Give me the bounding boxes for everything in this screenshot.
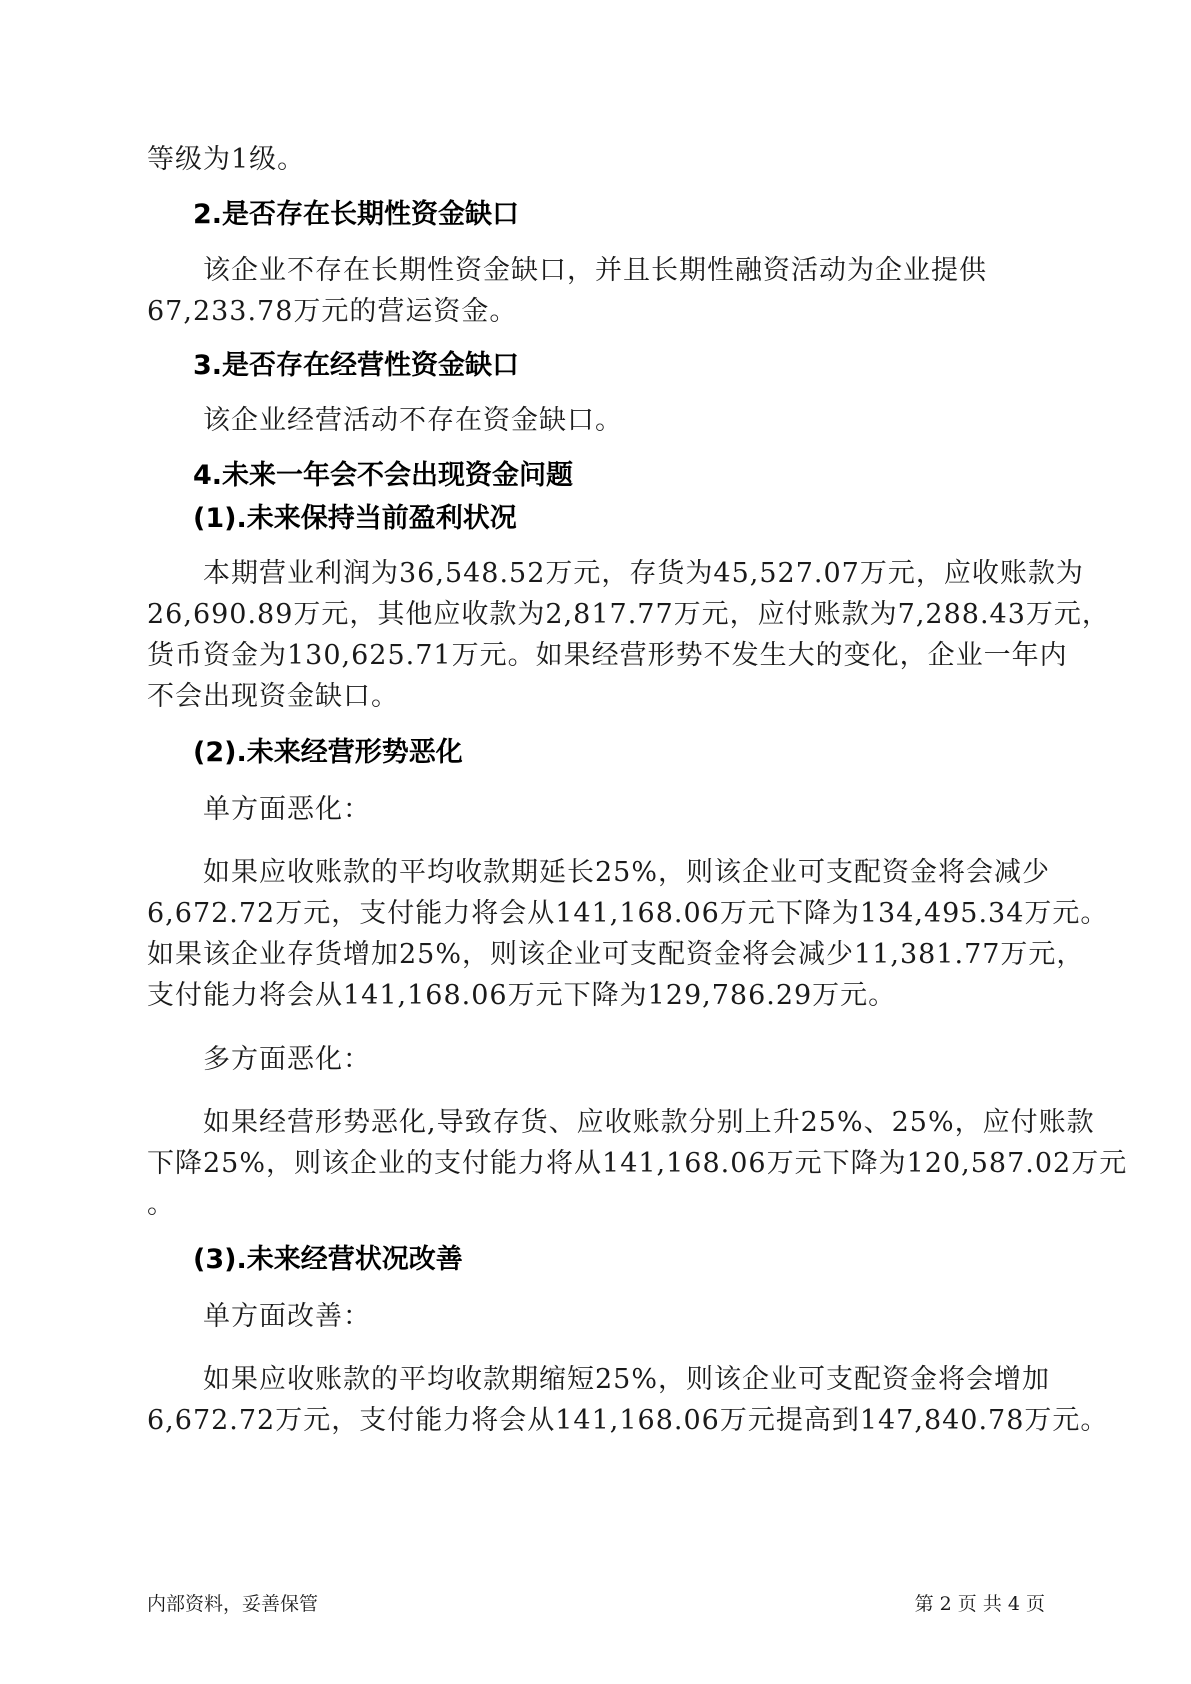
paragraph-line: 6,672.72万元，支付能力将会从141,168.06万元提高到147,840.78万元。	[147, 1405, 1109, 1436]
paragraph-line: 不会出现资金缺口。	[147, 681, 399, 712]
paragraph-line: 如果应收账款的平均收款期延长25%，则该企业可支配资金将会减少	[203, 857, 1051, 888]
paragraph-line: 本期营业利润为36,548.52万元，存货为45,527.07万元，应收账款为	[203, 558, 1084, 589]
paragraph-line: 多方面恶化：	[203, 1044, 371, 1075]
paragraph-line: 货币资金为130,625.71万元。如果经营形势不发生大的变化，企业一年内	[147, 640, 1068, 671]
section-heading-3: 3.是否存在经营性资金缺口	[193, 350, 520, 381]
subsection-heading-2: (2).未来经营形势恶化	[193, 737, 463, 768]
section-heading-4: 4.未来一年会不会出现资金问题	[193, 460, 574, 491]
footer-confidential-note: 内部资料，妥善保管	[147, 1593, 319, 1615]
paragraph-line: 。	[147, 1189, 175, 1220]
footer-page-number: 第 2 页 共 4 页	[914, 1593, 1045, 1615]
paragraph-line: 26,690.89万元，其他应收款为2,817.77万元，应付账款为7,288.43万元，	[147, 599, 1110, 630]
paragraph-line: 如果该企业存货增加25%，则该企业可支配资金将会减少11,381.77万元，	[147, 939, 1085, 970]
paragraph-line: 单方面恶化：	[203, 794, 371, 825]
paragraph-line: 支付能力将会从141,168.06万元下降为129,786.29万元。	[147, 980, 897, 1011]
paragraph-line: 下降25%，则该企业的支付能力将从141,168.06万元下降为120,587.02万元	[147, 1148, 1128, 1179]
paragraph-line: 67,233.78万元的营运资金。	[147, 296, 518, 327]
section-heading-2: 2.是否存在长期性资金缺口	[193, 199, 520, 230]
paragraph-line: 等级为1级。	[147, 144, 306, 175]
paragraph-line: 如果应收账款的平均收款期缩短25%，则该企业可支配资金将会增加	[203, 1364, 1051, 1395]
paragraph-line: 6,672.72万元，支付能力将会从141,168.06万元下降为134,495.34万元。	[147, 898, 1109, 929]
subsection-heading-3: (3).未来经营状况改善	[193, 1244, 463, 1275]
subsection-heading-1: (1).未来保持当前盈利状况	[193, 503, 517, 534]
paragraph-line: 该企业经营活动不存在资金缺口。	[203, 405, 623, 436]
paragraph-line: 单方面改善：	[203, 1301, 371, 1332]
paragraph-line: 该企业不存在长期性资金缺口，并且长期性融资活动为企业提供	[203, 255, 987, 286]
paragraph-line: 如果经营形势恶化,导致存货、应收账款分别上升25%、25%，应付账款	[203, 1107, 1095, 1138]
